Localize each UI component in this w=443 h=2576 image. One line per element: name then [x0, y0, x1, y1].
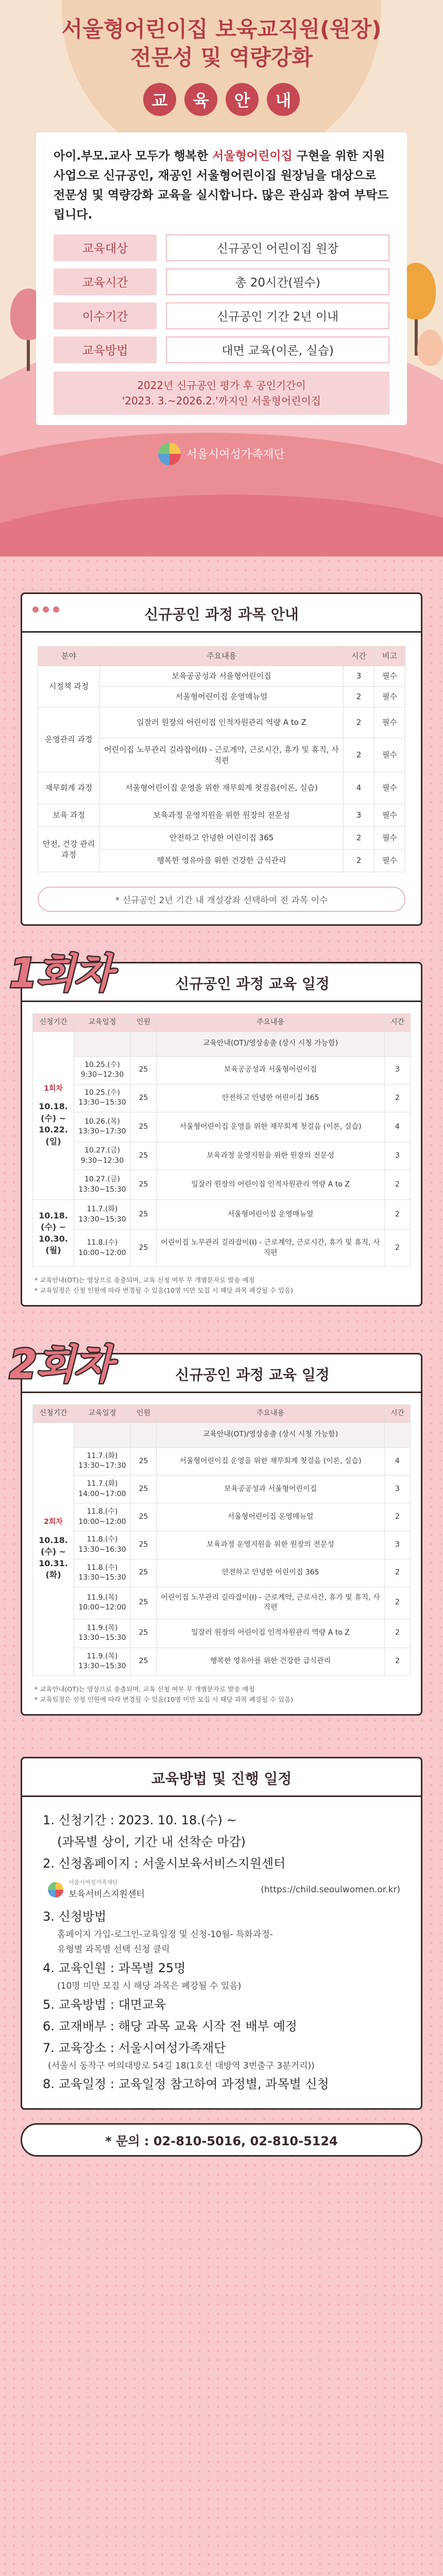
- support-center-logo-icon: [48, 1882, 63, 1897]
- table-row: 11.9.(목) 13:30~15:30 25 행복한 영유아를 위한 건강한 급식관리 2: [33, 1648, 411, 1675]
- foundation-logo-icon: [158, 443, 181, 465]
- method-list: 1. 신청기간 : 2023. 10. 18.(수) ~ (과목별 상이, 기간 내 선착순 마감) 2. 신청홈페이지 : 서울시보육서비스지원센터 서울시여성가족재단 보육서비스지원센터 (https://child.seoulwomen.or.kr) 3. 신청방법 홈페이지 가입-로그인-교육일정 및 신청-10월- 특화과정- 유형별 과목별 선택 신청 클릭 4. 교육인원 : 과목별 25명 (10명 미만 모집 시 해당 과목은 폐강될 수 있음) 5. 교육방법 : 대면교육 6. 교재배부 : 해당 과목 교육 시작 전 배부 예정 7. 교육장소 : 서울시여성가족재단 (서울시 동작구 여의대방로 54길 18(1호선 대방역 3번출구 3분거리)) 8. 교육일정 : 교육일정 참고하여 과정별, 과목별 신청: [43, 1812, 400, 2092]
- round1-card: [21, 962, 422, 1307]
- title-char: 내: [267, 83, 300, 116]
- table-row: 11.9.(목) 13:30~15:30 25 일잘러 원장의 어린이집 인적자원관리 역량 A to Z 2: [33, 1619, 411, 1648]
- table-row: 행복한 영유아를 위한 건강한 급식관리 2 필수: [38, 850, 405, 872]
- round1-table: 신청기간 교육일정 인원 주요내용 시간 1회차 10.18. (수) ~ 10.22. (일) 교육안내(OT)/영상송출 (상시 시청 가능함) 10.25.(수) 9:30~12:30 25 보육공공성과 서울형어린이집 3 10.25.(수) 13:30~15:30 25 안전하고 안녕한 어린이집 365 2 10.26.(목) 13:30~17:30 25 서울형어린이집 운영을 위한 재무회계 첫걸음 (이론, 실습) 4 10.27.(금) 9:30~12:30 25 보육과정 운영지원을 위한 원장의 전문성 3 10.27.(금) 13:30~15:30 25 일잘러 원장의 어린이집 인적자원관리 역량 A to Z 2 10.18. (수) ~ 10.30. (월) 11.7.(화) 13:30~15:30 25 서울형어린이집 운영매뉴얼 2 11.8.(수) 10:00~12:00 25 어린이집 노무관리 길라잡이(I) - 근로계약, 근로시간, 휴가 및 휴직, 사직편 2: [32, 1013, 411, 1267]
- intro-card: [36, 132, 407, 425]
- eligibility-note: 2022년 신규공인 평가 후 공인기간이 '2023. 3.~2026.2.'까지인 서울형어린이집: [54, 371, 389, 415]
- table-row: 11.7.(화) 14:00~17:00 25 보육공공성과 서울형어린이집 3: [33, 1475, 411, 1503]
- curriculum-card: [21, 592, 422, 926]
- table-row: 10.25.(수) 13:30~15:30 25 안전하고 안녕한 어린이집 365 2: [33, 1084, 411, 1112]
- info-row: 이수기간 신규공인 기간 2년 이내: [54, 302, 389, 329]
- round2-notes: * 교육안내(OT)는 영상으로 송출되며, 교육 신청 여부 무 개별문자로 발송 예정 * 교육일정은 신청 인원에 따라 변경될 수 있음(10명 미만 모집 시 해당 과목 폐강될 수 있음): [35, 1685, 294, 1703]
- title-line-1: 서울형어린이집 보육교직원(원장): [61, 16, 382, 42]
- table-row: 운영관리 과정 일잘러 원장의 어린이집 인적자원관리 역량 A to Z 2 필수: [38, 707, 405, 738]
- title-pills: [0, 83, 443, 116]
- table-row: 11.8.(수) 13:30~15:30 25 안전하고 안녕한 어린이집 365 2: [33, 1559, 411, 1587]
- round1-section: [0, 926, 443, 1307]
- method-section: [0, 1716, 443, 2157]
- title-line-2: 전문성 및 역량강화: [130, 44, 313, 70]
- content-band: [0, 556, 443, 2576]
- hero-section: [0, 0, 443, 556]
- table-row: 10.18. (수) ~ 10.30. (월) 11.7.(화) 13:30~15:30 25 서울형어린이집 운영매뉴얼 2: [33, 1200, 411, 1230]
- table-row: 재무회계 과정 서울형어린이집 운영을 위한 재무회계 첫걸음(이론, 실습) 4 필수: [38, 772, 405, 804]
- title-char: 육: [184, 83, 217, 116]
- round2-badge: 2회차: [9, 1342, 112, 1388]
- table-row: 11.7.(화) 13:30~17:30 25 서울형어린이집 운영을 위한 재무회계 첫걸음 (이론, 실습) 4: [33, 1447, 411, 1475]
- table-row: 1회차 10.18. (수) ~ 10.22. (일) 교육안내(OT)/영상송출 (상시 시청 가능함): [33, 1031, 411, 1056]
- info-row: 교육시간 총 20시간(필수): [54, 268, 389, 295]
- round2-section: [0, 1307, 443, 1716]
- table-row: 10.26.(목) 13:30~17:30 25 서울형어린이집 운영을 위한 재무회계 첫걸음 (이론, 실습) 4: [33, 1112, 411, 1142]
- contact-phone: * 문의 : 02-810-5016, 02-810-5124: [21, 2123, 422, 2157]
- table-row: 10.27.(금) 13:30~15:30 25 일잘러 원장의 어린이집 인적자원관리 역량 A to Z 2: [33, 1170, 411, 1200]
- period-cell: 10.18. (수) ~ 10.30. (월): [33, 1200, 74, 1267]
- table-row: 11.8.(수) 10:00~12:00 25 서울형어린이집 운영매뉴얼 2: [33, 1503, 411, 1531]
- curriculum-section: [0, 556, 443, 926]
- period-cell: 1회차 10.18. (수) ~ 10.22. (일): [33, 1031, 74, 1200]
- table-row: 11.8.(수) 13:30~16:30 25 보육과정 운영지원을 위한 원장의 전문성 3: [33, 1531, 411, 1559]
- org-logo: 서울시여성가족재단: [0, 443, 443, 465]
- page-title: [0, 0, 443, 72]
- round1-badge: 1회차: [9, 951, 112, 997]
- method-card: [21, 1757, 422, 2110]
- table-row: 어린이집 노무관리 길라잡이(I) - 근로계약, 근로시간, 휴가 및 휴직, 사직편 2 필수: [38, 738, 405, 772]
- table-row: 10.27.(금) 9:30~12:30 25 보육과정 운영지원을 위한 원장의 전문성 3: [33, 1142, 411, 1170]
- support-center-logo: 서울시여성가족재단 보육서비스지원센터 (https://child.seoulwomen.or.kr): [48, 1877, 400, 1903]
- round2-card: [21, 1353, 422, 1716]
- table-row: 2회차 10.18. (수) ~ 10.31. (화) 교육안내(OT)/영상송출 (상시 시청 가능함): [33, 1422, 411, 1447]
- curriculum-table: 분야 주요내용 시간 비고 시정책 과정 보육공공성과 서울형어린이집 3 필수 서울형어린이집 운영매뉴얼 2 필수 운영관리 과정 일잘러 원장의 어린이집 인적자원관리 역량 A to Z 2 필수 어린이집 노무관리 길라잡이(I) - 근로계약, 근로시간, 휴가 및 휴직, 사직편 2 필수 재무회계 과정 서울형어린이집 운영을 위한 재무회계 첫걸음(이론, 실습) 4 필수 보육 과정 보육과정 운영지원을 위한 원장의 전문성 3 필수 안전, 건강 관리 과정 안전하고 안녕한 어린이집 365 2 필수 행복한 영유아를 위한 건강한 급식관리 2 필수: [38, 646, 405, 872]
- table-row: 10.25.(수) 9:30~12:30 25 보육공공성과 서울형어린이집 3: [33, 1056, 411, 1084]
- curriculum-title: 신규공인 과정 과목 안내: [22, 594, 421, 633]
- round2-table: 신청기간 교육일정 인원 주요내용 시간 2회차 10.18. (수) ~ 10.31. (화) 교육안내(OT)/영상송출 (상시 시청 가능함) 11.7.(화) 13:30~17:30 25 서울형어린이집 운영을 위한 재무회계 첫걸음 (이론, 실습) 4 11.7.(화) 14:00~17:00 25 보육공공성과 서울형어린이집 3 11.8.(수) 10:00~12:00 25 서울형어린이집 운영매뉴얼 2 11.8.(수) 13:30~16:30 25 보육과정 운영지원을 위한 원장의 전문성 3 11.8.(수) 13:30~15:30 25 안전하고 안녕한 어린이집 365 2 11.9.(목) 10:00~12:00 25 어린이집 노무관리 길라잡이(I) - 근로계약, 근로시간, 휴가 및 휴직, 사직편 2 11.9.(목) 13:30~15:30 25 일잘러 원장의 어린이집 인적자원관리 역량 A to Z 2 11.9.(목) 13:30~15:30 25 행복한 영유아를 위한 건강한 급식관리 2: [32, 1404, 411, 1676]
- tree-decoration: [417, 330, 443, 366]
- title-char: 교: [143, 83, 176, 116]
- info-list: [54, 234, 389, 363]
- round1-title: 신규공인 과정 교육 일정: [22, 963, 421, 1002]
- table-row: 11.9.(목) 10:00~12:00 25 어린이집 노무관리 길라잡이(I) - 근로계약, 근로시간, 휴가 및 휴직, 사직편 2: [33, 1587, 411, 1619]
- info-row: 교육방법 대면 교육(이론, 실습): [54, 336, 389, 363]
- intro-text: 아이.부모.교사 모두가 행복한 서울형어린이집 구현을 위한 지원사업으로 신규공인, 재공인 서울형어린이집 원장님을 대상으로 전문성 및 역량강화 교육을 실시합니다. 많은 관심과 참여 부탁드립니다.: [54, 149, 389, 222]
- table-row: 서울형어린이집 운영매뉴얼 2 필수: [38, 687, 405, 707]
- table-row: 보육 과정 보육과정 운영지원을 위한 원장의 전문성 3 필수: [38, 804, 405, 827]
- title-char: 안: [226, 83, 259, 116]
- site-url: (https://child.seoulwomen.or.kr): [261, 1884, 400, 1895]
- curriculum-footnote: * 신규공인 2년 기간 내 개설강좌 선택하여 전 과목 이수: [38, 887, 405, 912]
- table-row: 시정책 과정 보육공공성과 서울형어린이집 3 필수: [38, 666, 405, 687]
- period-cell: 2회차 10.18. (수) ~ 10.31. (화): [33, 1422, 74, 1675]
- table-row: 11.8.(수) 10:00~12:00 25 어린이집 노무관리 길라잡이(I) - 근로계약, 근로시간, 휴가 및 휴직, 사직편 2: [33, 1230, 411, 1267]
- info-row: 교육대상 신규공인 어린이집 원장: [54, 234, 389, 261]
- round2-title: 신규공인 과정 교육 일정: [22, 1354, 421, 1393]
- table-row: 안전, 건강 관리 과정 안전하고 안녕한 어린이집 365 2 필수: [38, 827, 405, 850]
- round1-notes: * 교육안내(OT)는 영상으로 송출되며, 교육 신청 여부 무 개별문자로 발송 예정 * 교육일정은 신청 인원에 따라 변경될 수 있음(10명 미만 모집 시 해당 과목 폐강될 수 있음): [35, 1276, 294, 1295]
- method-title: 교육방법 및 진행 일정: [22, 1758, 421, 1797]
